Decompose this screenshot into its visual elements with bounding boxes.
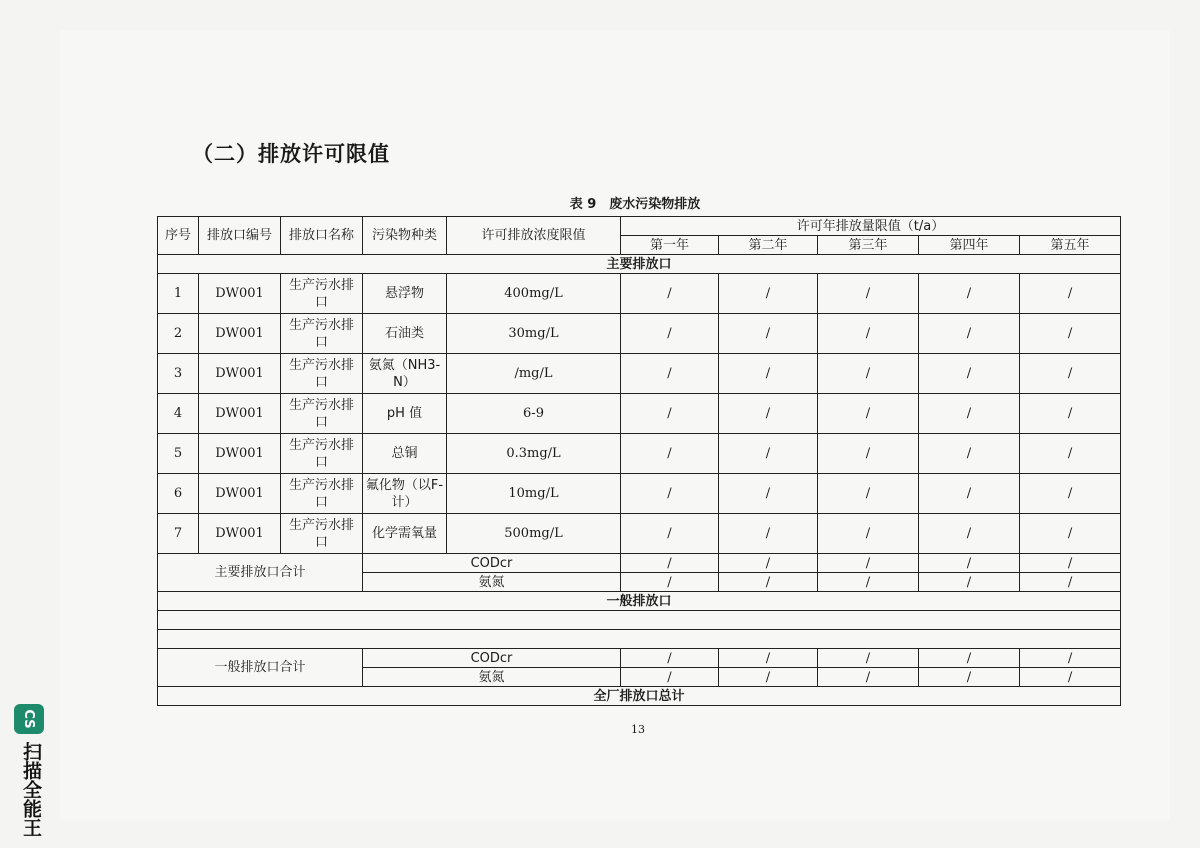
row-year-2-value: /	[719, 274, 818, 314]
row-year-3-value: /	[818, 434, 919, 474]
main-total-year-3-value: /	[818, 573, 919, 592]
row-year-2-value: /	[719, 314, 818, 354]
row-year-2-value: /	[719, 434, 818, 474]
main-total-label: 主要排放口合计	[158, 554, 363, 592]
general-total-year-4-value: /	[919, 668, 1020, 687]
general-total-label: 一般排放口合计	[158, 649, 363, 687]
main-section-label: 主要排放口	[158, 255, 1121, 274]
row-outlet-name: 生产污水排口	[281, 474, 363, 514]
row-year-1-value: /	[621, 434, 719, 474]
header-conc-limit: 许可排放浓度限值	[447, 217, 621, 255]
table-caption: 表 9 废水污染物排放	[569, 197, 701, 212]
main-total-year-3-value: /	[818, 554, 919, 573]
empty-row	[158, 630, 1121, 649]
row-conc-limit: /mg/L	[447, 354, 621, 394]
row-year-4-value: /	[919, 354, 1020, 394]
row-seq: 7	[158, 514, 199, 554]
plant-total-row	[158, 687, 1121, 706]
header-annual-limit: 许可年排放量限值（t/a）	[621, 217, 1121, 236]
empty-cell	[158, 630, 1121, 649]
table-row	[158, 474, 1121, 514]
row-year-4-value: /	[919, 394, 1020, 434]
row-outlet-code: DW001	[199, 514, 281, 554]
row-pollutant: 氟化物（以F-计）	[363, 474, 447, 514]
general-total-year-5-value: /	[1020, 668, 1121, 687]
row-pollutant: 化学需氧量	[363, 514, 447, 554]
row-year-3-value: /	[818, 394, 919, 434]
general-total-year-3-value: /	[818, 649, 919, 668]
row-year-1-value: /	[621, 474, 719, 514]
table-row	[158, 274, 1121, 314]
row-outlet-code: DW001	[199, 394, 281, 434]
header-pollutant: 污染物种类	[363, 217, 447, 255]
row-year-2-value: /	[719, 354, 818, 394]
row-year-4-value: /	[919, 314, 1020, 354]
header-outlet-name: 排放口名称	[281, 217, 363, 255]
general-total-year-3-value: /	[818, 668, 919, 687]
camscanner-logo-icon: CS	[14, 704, 44, 734]
row-year-2-value: /	[719, 514, 818, 554]
main-total-year-2-value: /	[719, 554, 818, 573]
general-total-row	[158, 649, 1121, 668]
row-year-4-value: /	[919, 514, 1020, 554]
main-total-row	[158, 554, 1121, 573]
header-outlet-code: 排放口编号	[199, 217, 281, 255]
row-year-4-value: /	[919, 474, 1020, 514]
general-total-pollutant: CODcr	[363, 649, 621, 668]
header-year-3: 第三年	[818, 236, 919, 255]
row-outlet-code: DW001	[199, 274, 281, 314]
row-year-5-value: /	[1020, 474, 1121, 514]
plant-total-label: 全厂排放口总计	[158, 687, 1121, 706]
row-year-4-value: /	[919, 434, 1020, 474]
main-total-year-1-value: /	[621, 554, 719, 573]
row-conc-limit: 0.3mg/L	[447, 434, 621, 474]
general-total-year-2-value: /	[719, 668, 818, 687]
table-row	[158, 394, 1121, 434]
main-total-year-4-value: /	[919, 554, 1020, 573]
row-seq: 6	[158, 474, 199, 514]
row-year-3-value: /	[818, 274, 919, 314]
row-conc-limit: 6-9	[447, 394, 621, 434]
row-outlet-code: DW001	[199, 314, 281, 354]
main-total-year-2-value: /	[719, 573, 818, 592]
header-seq: 序号	[158, 217, 199, 255]
row-seq: 3	[158, 354, 199, 394]
row-year-2-value: /	[719, 474, 818, 514]
row-year-1-value: /	[621, 394, 719, 434]
general-total-year-1-value: /	[621, 668, 719, 687]
header-row	[158, 217, 1121, 236]
row-conc-limit: 10mg/L	[447, 474, 621, 514]
row-year-4-value: /	[919, 274, 1020, 314]
row-year-5-value: /	[1020, 274, 1121, 314]
general-total-year-4-value: /	[919, 649, 1020, 668]
row-seq: 4	[158, 394, 199, 434]
row-seq: 1	[158, 274, 199, 314]
row-outlet-name: 生产污水排口	[281, 274, 363, 314]
camscanner-brand-text: 扫描全能王	[20, 742, 42, 837]
row-seq: 2	[158, 314, 199, 354]
table-row	[158, 514, 1121, 554]
row-pollutant: 氨氮（NH3-N）	[363, 354, 447, 394]
general-total-year-2-value: /	[719, 649, 818, 668]
row-outlet-code: DW001	[199, 354, 281, 394]
main-section-row	[158, 255, 1121, 274]
row-year-5-value: /	[1020, 314, 1121, 354]
row-outlet-name: 生产污水排口	[281, 354, 363, 394]
row-outlet-name: 生产污水排口	[281, 514, 363, 554]
row-year-5-value: /	[1020, 354, 1121, 394]
section-title: （二）排放许可限值	[192, 142, 390, 166]
row-year-5-value: /	[1020, 394, 1121, 434]
row-year-5-value: /	[1020, 514, 1121, 554]
row-year-2-value: /	[719, 394, 818, 434]
row-year-1-value: /	[621, 274, 719, 314]
row-seq: 5	[158, 434, 199, 474]
main-total-year-1-value: /	[621, 573, 719, 592]
general-section-label: 一般排放口	[158, 592, 1121, 611]
row-year-3-value: /	[818, 474, 919, 514]
row-year-1-value: /	[621, 514, 719, 554]
row-outlet-code: DW001	[199, 474, 281, 514]
row-pollutant: 悬浮物	[363, 274, 447, 314]
row-year-3-value: /	[818, 314, 919, 354]
page-number: 13	[631, 723, 645, 736]
row-outlet-name: 生产污水排口	[281, 314, 363, 354]
row-year-1-value: /	[621, 314, 719, 354]
row-year-3-value: /	[818, 354, 919, 394]
row-pollutant: 石油类	[363, 314, 447, 354]
row-outlet-name: 生产污水排口	[281, 434, 363, 474]
empty-row	[158, 611, 1121, 630]
row-year-3-value: /	[818, 514, 919, 554]
header-year-5: 第五年	[1020, 236, 1121, 255]
table-row	[158, 314, 1121, 354]
table-row	[158, 434, 1121, 474]
header-year-1: 第一年	[621, 236, 719, 255]
empty-cell	[158, 611, 1121, 630]
row-conc-limit: 400mg/L	[447, 274, 621, 314]
row-outlet-name: 生产污水排口	[281, 394, 363, 434]
main-total-pollutant: CODcr	[363, 554, 621, 573]
main-total-pollutant: 氨氮	[363, 573, 621, 592]
main-total-year-5-value: /	[1020, 573, 1121, 592]
header-year-4: 第四年	[919, 236, 1020, 255]
main-total-year-5-value: /	[1020, 554, 1121, 573]
general-total-pollutant: 氨氮	[363, 668, 621, 687]
row-conc-limit: 30mg/L	[447, 314, 621, 354]
row-year-1-value: /	[621, 354, 719, 394]
main-total-year-4-value: /	[919, 573, 1020, 592]
row-pollutant: 总铜	[363, 434, 447, 474]
wastewater-emission-table	[157, 216, 1121, 706]
row-conc-limit: 500mg/L	[447, 514, 621, 554]
header-year-2: 第二年	[719, 236, 818, 255]
row-pollutant: pH 值	[363, 394, 447, 434]
table-row	[158, 354, 1121, 394]
general-total-year-5-value: /	[1020, 649, 1121, 668]
row-outlet-code: DW001	[199, 434, 281, 474]
general-total-year-1-value: /	[621, 649, 719, 668]
row-year-5-value: /	[1020, 434, 1121, 474]
general-section-row	[158, 592, 1121, 611]
